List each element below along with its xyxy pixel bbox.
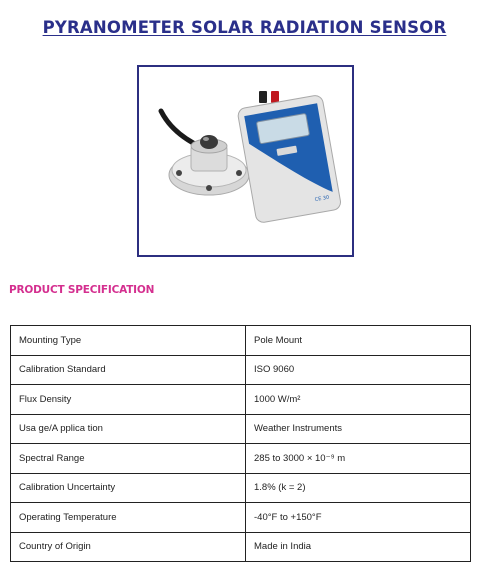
spec-value: Weather Instruments [246, 414, 471, 444]
spec-label: Country of Origin [11, 532, 246, 562]
pyranometer-photo [139, 67, 352, 255]
spec-value: 1.8% (k = 2) [246, 473, 471, 503]
page-title: PYRANOMETER SOLAR RADIATION SENSOR [42, 18, 447, 37]
table-row [11, 385, 471, 415]
black-terminal [259, 91, 267, 103]
spec-label: Operating Temperature [11, 503, 246, 533]
spec-label: Spectral Range [11, 444, 246, 474]
sensor-dome [200, 135, 218, 149]
meter-logo: CE 30 [314, 194, 330, 204]
spec-label: Mounting Type [11, 326, 246, 356]
spec-value: ISO 9060 [246, 355, 471, 385]
meter-device [237, 94, 342, 223]
spec-table [10, 325, 471, 562]
spec-value: Pole Mount [246, 326, 471, 356]
spec-value: Made in India [246, 532, 471, 562]
red-terminal [271, 91, 279, 103]
spec-label: Calibration Uncertainty [11, 473, 246, 503]
section-heading: PRODUCT SPECIFICATION [9, 284, 155, 296]
spec-label: Calibration Standard [11, 355, 246, 385]
table-row [11, 503, 471, 533]
table-row [11, 414, 471, 444]
table-row [11, 355, 471, 385]
spec-value: -40°F to +150°F [246, 503, 471, 533]
spec-value: 285 to 3000 × 10⁻⁹ m [246, 444, 471, 474]
product-image [137, 65, 354, 257]
table-row [11, 444, 471, 474]
spec-value: 1000 W/m² [246, 385, 471, 415]
table-row [11, 532, 471, 562]
table-row [11, 326, 471, 356]
spec-label: Flux Density [11, 385, 246, 415]
spec-label: Usa ge/A pplica tion [11, 414, 246, 444]
table-row [11, 473, 471, 503]
